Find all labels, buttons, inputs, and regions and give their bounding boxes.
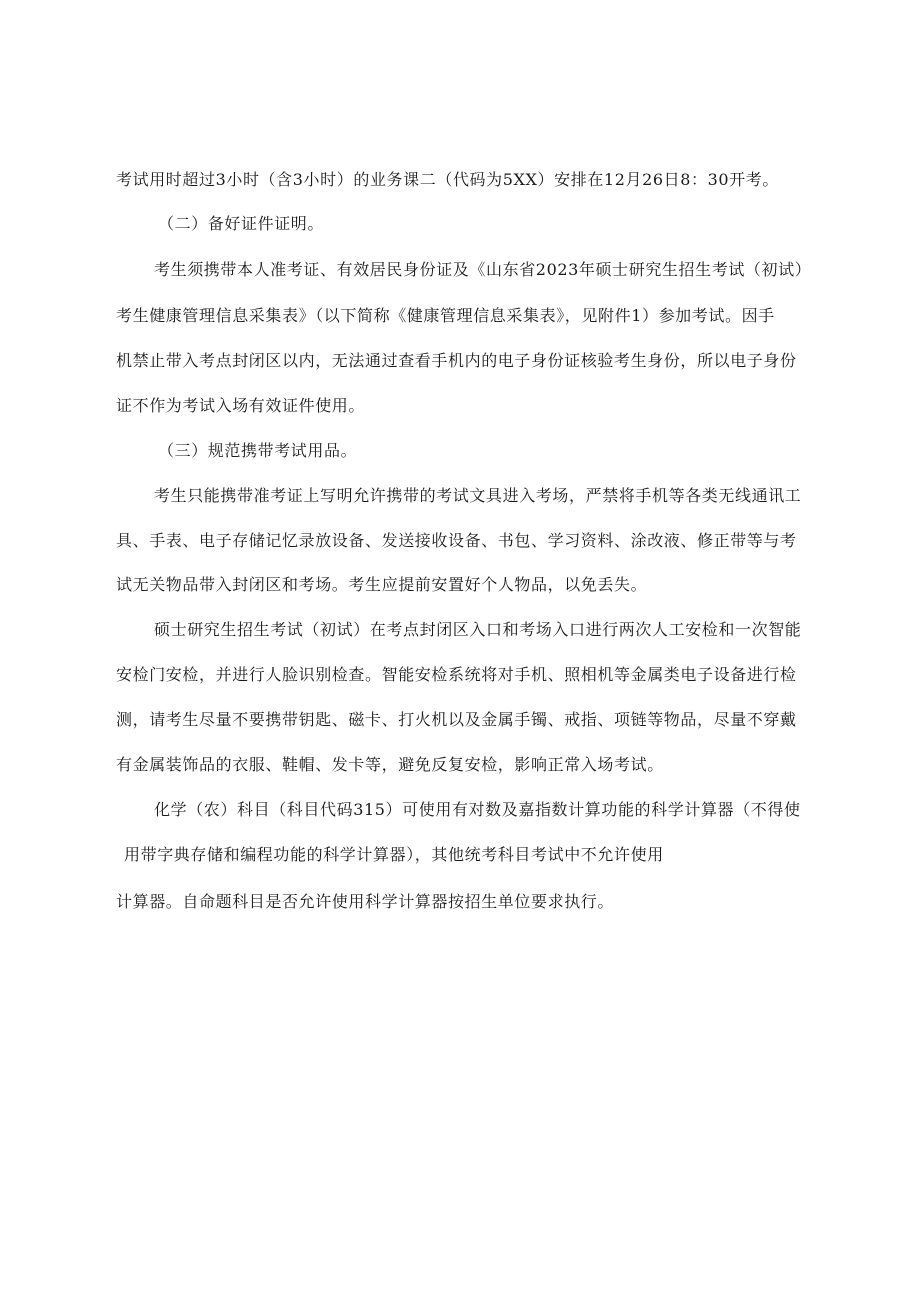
section-heading-3: （三）规范携带考试用品。 — [158, 441, 358, 460]
text-line-13: 测，请考生尽量不要携带钥匙、磁卡、打火机以及金属手镯、戒指、项链等物品，尽量不穿戴 — [116, 710, 797, 729]
text-line-8: 考生只能携带准考证上写明允许携带的考试文具进入考场，严禁将手机等各类无线通讯工 — [154, 486, 802, 505]
text-line-4: 考生健康管理信息采集表》（以下简称《健康管理信息采集表》，见附件1）参加考试。因手 — [116, 306, 775, 325]
section-heading-2: （二）备好证件证明。 — [158, 214, 325, 233]
text-line-14: 有金属装饰品的衣服、鞋帽、发卡等，避免反复安检，影响正常入场考试。 — [116, 755, 664, 774]
text-line-17: 计算器。自命题科目是否允许使用科学计算器按招生单位要求执行。 — [116, 892, 615, 911]
text-line-12: 安检门安检，并进行人脸识别检查。智能安检系统将对手机、照相机等金属类电子设备进行检 — [116, 665, 797, 684]
text-line-5: 机禁止带入考点封闭区以内，无法通过查看手机内的电子身份证核验考生身份，所以电子身份 — [116, 351, 797, 370]
text-line-3: 考生须携带本人准考证、有效居民身份证及《山东省2023年硕士研究生招生考试（初试） — [154, 260, 812, 279]
text-line-15: 化学（农）科目（科目代码315）可使用有对数及嘉指数计算功能的科学计算器（不得使 — [154, 800, 801, 819]
text-line-1: 考试用时超过3小时（含3小时）的业务课二（代码为5XX）安排在12月26日8：30开考。 — [116, 170, 779, 189]
text-line-11: 硕士研究生招生考试（初试）在考点封闭区入口和考场入口进行两次人工安检和一次智能 — [154, 620, 802, 639]
text-line-10: 试无关物品带入封闭区和考场。考生应提前安置好个人物品，以免丢失。 — [116, 575, 648, 594]
text-line-6: 证不作为考试入场有效证件使用。 — [116, 396, 366, 415]
text-line-9: 具、手表、电子存储记忆录放设备、发送接收设备、书包、学习资料、涂改液、修正带等与考 — [116, 531, 797, 550]
text-line-16: 用带字典存储和编程功能的科学计算器），其他统考科目考试中不允许使用 — [124, 845, 664, 864]
